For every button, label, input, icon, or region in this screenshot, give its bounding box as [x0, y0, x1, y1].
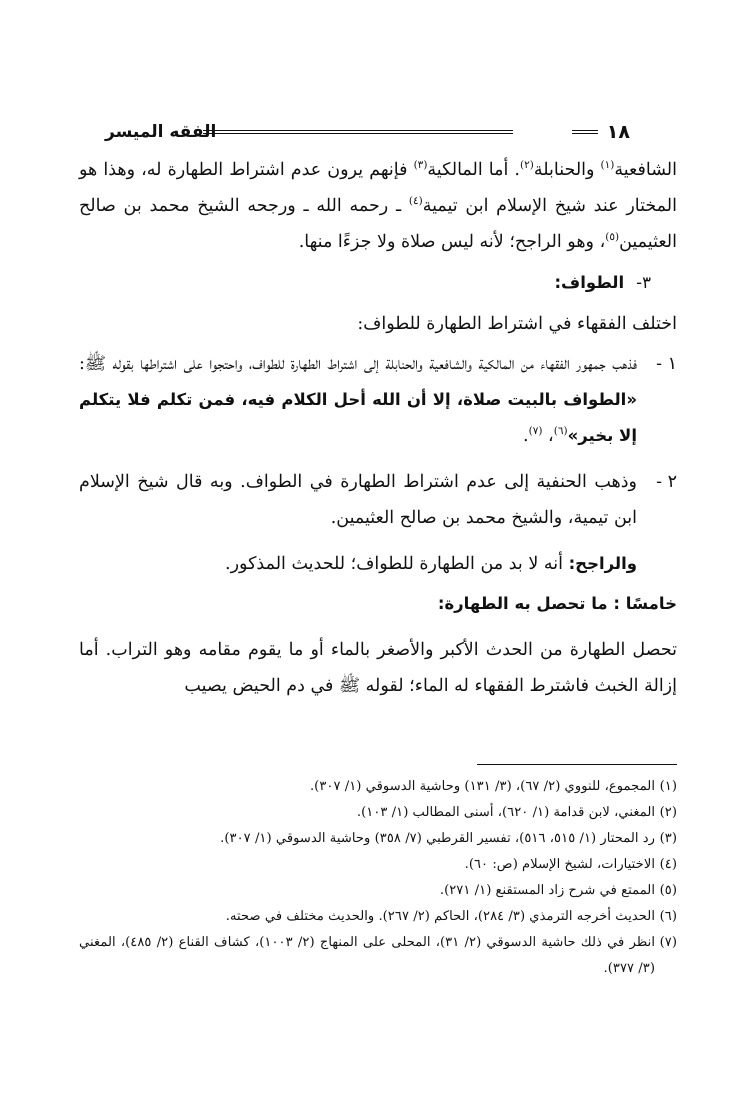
- list-marker-1: ١ -: [656, 354, 677, 374]
- list-item-2: [79, 464, 677, 536]
- footnote-3: [79, 826, 677, 852]
- text-run: أنه لا بد من الطهارة للطواف؛ للحديث المذكور.: [225, 554, 569, 574]
- footnote-number: (٢): [659, 805, 677, 820]
- list-item-1: [79, 346, 677, 454]
- list-item-text: [79, 346, 637, 454]
- text-run: والحنابلة: [533, 160, 601, 180]
- intro-paragraph: اختلف الفقهاء في اشتراط الطهارة للطواف:: [357, 314, 677, 334]
- footnote-ref-4[interactable]: (٤): [408, 195, 423, 208]
- preferred-opinion: [79, 546, 677, 582]
- footnote-text: رد المحتار (١/ ٥١٥، ٥١٦)، تفسير القرطبي (٧/ ٣٥٨) وحاشية الدسوقي (١/ ٣٠٧).: [220, 831, 655, 846]
- text-run: فذهب جمهور الفقهاء من المالكية والشافعية والحنابلة إلى اشتراط الطهارة للطواف، واحتجوا على اشتراطها بقوله ﷺ:: [79, 354, 637, 374]
- text-run: ،: [542, 426, 554, 446]
- page-number: ١٨: [606, 121, 630, 143]
- footnote-ref-2[interactable]: (٢): [520, 159, 534, 172]
- footnote-ref-6[interactable]: (٦): [553, 425, 568, 438]
- footnote-ref-7[interactable]: (٧): [528, 425, 543, 438]
- section-number: ٣-: [636, 273, 651, 292]
- footnote-5: [79, 878, 677, 904]
- footnote-text: المغني، لابن قدامة (١/ ٦٢٠)، أسنى المطالب (١/ ١٠٣).: [356, 805, 655, 820]
- footnote-1: [79, 774, 677, 800]
- footnote-6: [79, 904, 677, 930]
- footnote-separator: [477, 764, 677, 765]
- section-title: الطواف:: [554, 273, 625, 292]
- section-heading-tawaf: [79, 260, 677, 306]
- list-marker-2: ٢ -: [656, 472, 677, 492]
- header-rule-short: [572, 130, 598, 134]
- footnote-ref-1[interactable]: (١): [600, 159, 615, 172]
- text-run: الشافعية: [614, 160, 677, 180]
- running-title: الفقه الميسر: [105, 122, 217, 142]
- footnote-text: المجموع، للنووي (٢/ ٦٧)، (٣/ ١٣١) وحاشية الدسوقي (١/ ٣٠٧).: [309, 779, 655, 794]
- closing-paragraph: تحصل الطهارة من الحدث الأكبر والأصغر بالماء أو ما يقوم مقامه وهو التراب. أما إزالة الخبث فاشترط الفقهاء له الماء؛ لقوله ﷺ في دم الحيض يصيب: [79, 640, 677, 696]
- footnote-ref-5[interactable]: (٥): [605, 231, 620, 244]
- footnote-number: (٥): [659, 883, 677, 898]
- footnote-7: [79, 930, 677, 982]
- footnote-number: (٣): [659, 831, 677, 846]
- footnote-4: [79, 852, 677, 878]
- footnote-text: انظر في ذلك حاشية الدسوقي (٢/ ٣١)، المحلى على المنهاج (٢/ ١٠٠٣)، كشاف القناع (٢/ ٤٨٥)، المغني (٣/ ٣٧٧).: [79, 935, 655, 976]
- hadith-quote: «الطواف بالبيت صلاة، إلا أن الله أحل الكلام فيه، فمن تكلم فلا يتكلم إلا بخير»: [79, 390, 637, 445]
- footnotes: [79, 774, 677, 982]
- footnote-number: (١): [659, 779, 677, 794]
- footnote-text: الحديث أخرجه الترمذي (٣/ ٢٨٤)، الحاكم (٢/ ٢٦٧). والحديث مختلف في صحته.: [225, 909, 655, 924]
- header-rule-long: [203, 130, 513, 134]
- footnote-text: الممتع في شرح زاد المستقنع (١/ ٢٧١).: [439, 883, 655, 898]
- list-item-text: وذهب الحنفية إلى عدم اشتراط الطهارة في الطواف. وبه قال شيخ الإسلام ابن تيمية، والشيخ محمد بن صالح العثيمين.: [79, 472, 637, 528]
- opening-paragraph: [79, 152, 677, 260]
- footnote-number: (٦): [659, 909, 677, 924]
- footnote-2: [79, 800, 677, 826]
- text-run: ـ رحمه الله ـ ورجحه الشيخ محمد بن صالح العثيمين: [79, 196, 677, 252]
- footnote-text: الاختيارات، لشيخ الإسلام (ص: ٦٠).: [464, 857, 655, 872]
- section-heading-fifth: خامسًا : ما تحصل به الطهارة:: [437, 594, 677, 613]
- text-run: .: [523, 426, 529, 446]
- text-run: . أما المالكية: [427, 160, 520, 180]
- text-run: ، وهو الراجح؛ لأنه ليس صلاة ولا جزءًا منها.: [298, 232, 606, 252]
- footnote-number: (٤): [659, 857, 677, 872]
- main-text: [79, 152, 677, 704]
- footnote-number: (٧): [659, 935, 677, 950]
- footnote-ref-3[interactable]: (٣): [413, 159, 428, 172]
- text-run: فإنهم يرون عدم اشتراط الطهارة له، وهذا هو المختار عند شيخ الإسلام ابن تيمية: [79, 160, 677, 216]
- preferred-label: والراجح:: [568, 554, 637, 573]
- page-header: [105, 118, 630, 148]
